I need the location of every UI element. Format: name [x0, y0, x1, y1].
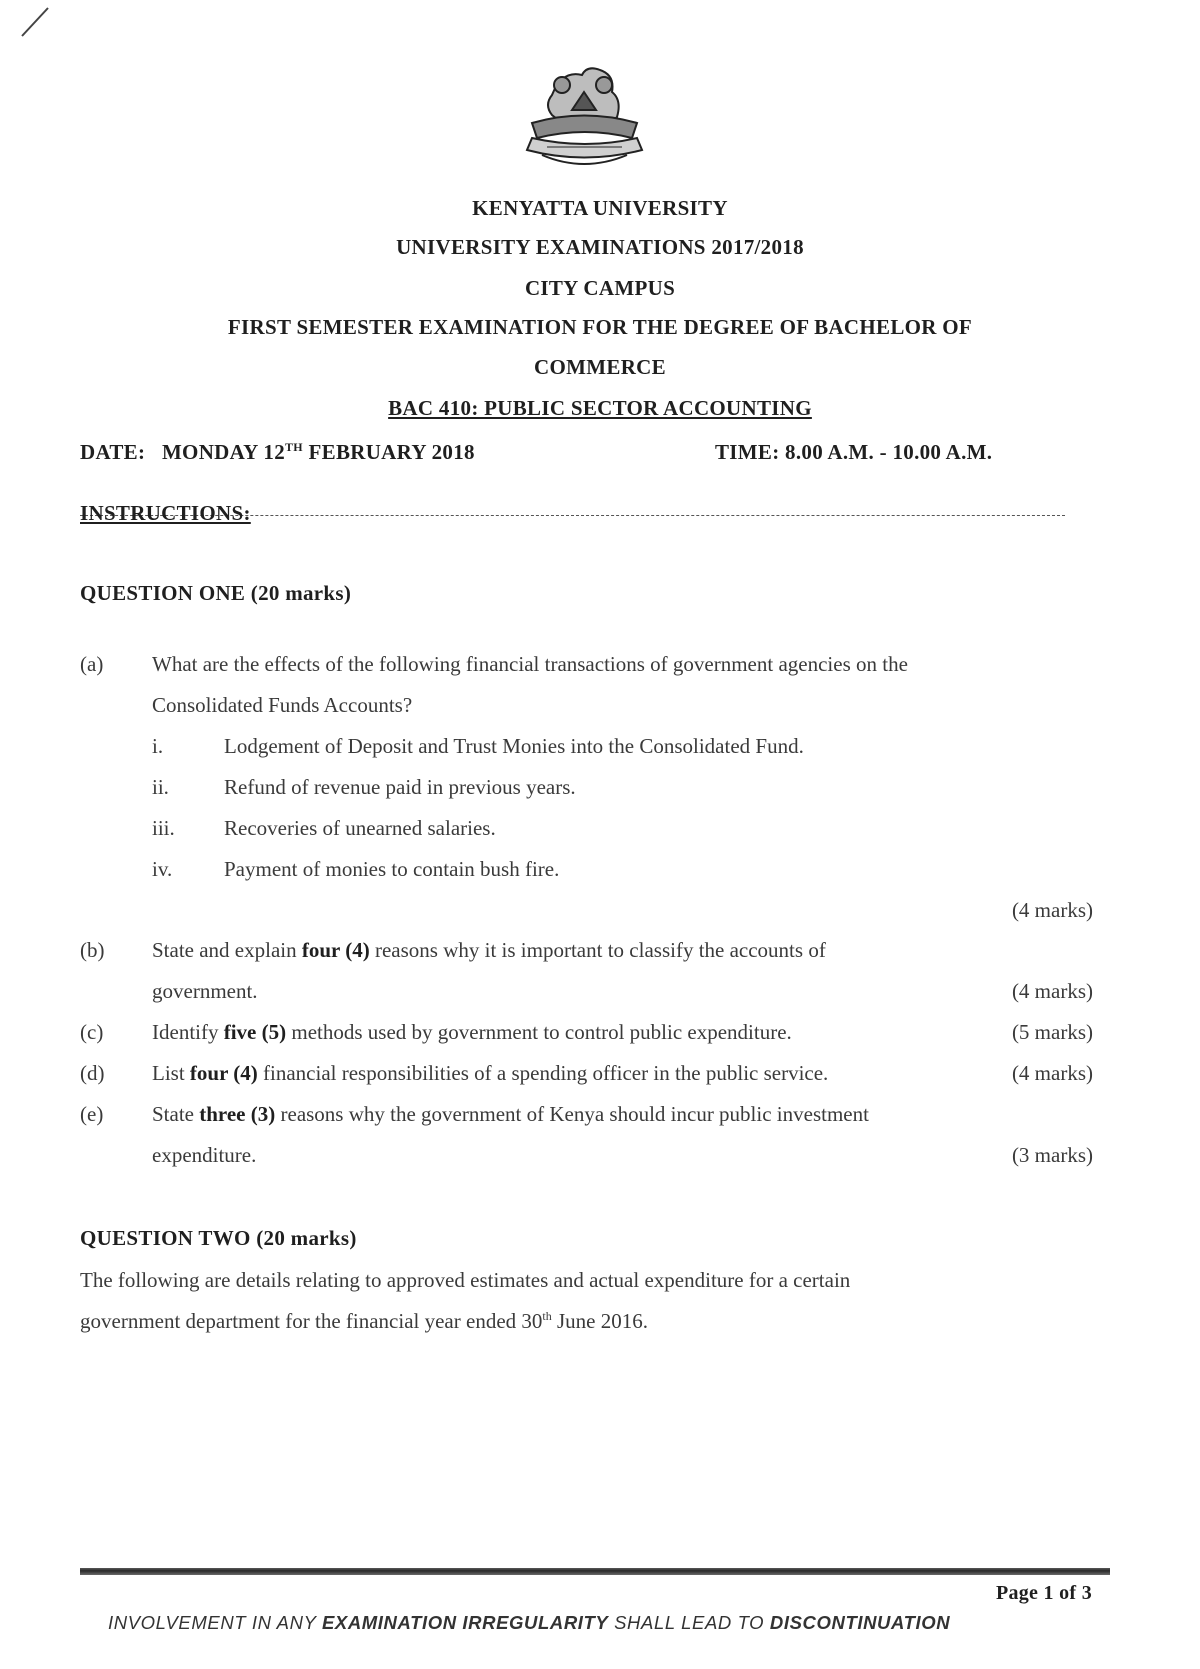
q1d-marks: (4 marks)	[1011, 1061, 1093, 1085]
question-one-title: QUESTION ONE (20 marks)	[80, 581, 352, 605]
question-two-title: QUESTION TWO (20 marks)	[80, 1226, 357, 1250]
q1a-item-text: Lodgement of Deposit and Trust Monies into the Consolidated Fund.	[224, 734, 804, 758]
q1e-text: State three (3) reasons why the government of Kenya should incur public investment	[152, 1102, 869, 1126]
q2-text-line2: government department for the financial year ended 30th June 2016.	[80, 1309, 648, 1333]
exam-title-line2: COMMERCE	[534, 355, 666, 379]
q1e-marks: (3 marks)	[1011, 1143, 1093, 1167]
q1b-text-line2: government.	[152, 979, 258, 1003]
instructions-heading: INSTRUCTIONS:	[80, 501, 251, 525]
q1a-item-num: iv.	[152, 857, 173, 881]
q1a-marks: (4 marks)	[1011, 898, 1093, 922]
pen-mark	[18, 4, 54, 40]
exam-date: DATE: MONDAY 12TH FEBRUARY 2018	[80, 440, 475, 464]
q1d-label: (d)	[80, 1061, 105, 1085]
q1a-text-line2: Consolidated Funds Accounts?	[152, 693, 413, 717]
q1c-marks: (5 marks)	[1011, 1020, 1093, 1044]
q1a-item-num: i.	[152, 734, 164, 758]
q1a-item-text: Refund of revenue paid in previous years.	[224, 775, 576, 799]
q1a-item-text: Recoveries of unearned salaries.	[224, 816, 496, 840]
course-title: BAC 410: PUBLIC SECTOR ACCOUNTING	[388, 396, 812, 420]
page-number: Page 1 of 3	[995, 1582, 1092, 1604]
q1b-marks: (4 marks)	[1011, 979, 1093, 1003]
q1a-item-num: ii.	[152, 775, 169, 799]
university-name: KENYATTA UNIVERSITY	[472, 196, 728, 220]
q1e-text-line2: expenditure.	[152, 1143, 257, 1167]
q1a-text-line1: What are the effects of the following financial transactions of government agencies on the	[152, 652, 908, 676]
campus: CITY CAMPUS	[524, 276, 676, 300]
exam-title-line1: FIRST SEMESTER EXAMINATION FOR THE DEGREE OF BACHELOR OF	[227, 315, 973, 339]
q1c-text: Identify five (5) methods used by government to control public expenditure.	[152, 1020, 792, 1044]
exam-session: UNIVERSITY EXAMINATIONS 2017/2018	[396, 235, 804, 259]
exam-time: TIME: 8.00 A.M. - 10.00 A.M.	[715, 440, 993, 464]
q1c-label: (c)	[80, 1020, 104, 1044]
q1b-label: (b)	[80, 938, 105, 962]
q1a-item-num: iii.	[152, 816, 175, 840]
footer-rule	[80, 1568, 1110, 1575]
footer-warning: INVOLVEMENT IN ANY EXAMINATION IRREGULARITY SHALL LEAD TO DISCONTINUATION	[108, 1612, 951, 1633]
q2-text-line1: The following are details relating to approved estimates and actual expenditure for a certain	[80, 1268, 851, 1292]
q1a-item-text: Payment of monies to contain bush fire.	[224, 857, 560, 881]
q1a-label: (a)	[80, 652, 104, 676]
university-crest-logo	[512, 55, 657, 175]
q1d-text: List four (4) financial responsibilities of a spending officer in the public service.	[152, 1061, 829, 1085]
q1b-text: State and explain four (4) reasons why it is important to classify the accounts of	[152, 938, 826, 962]
q1e-label: (e)	[80, 1102, 104, 1126]
